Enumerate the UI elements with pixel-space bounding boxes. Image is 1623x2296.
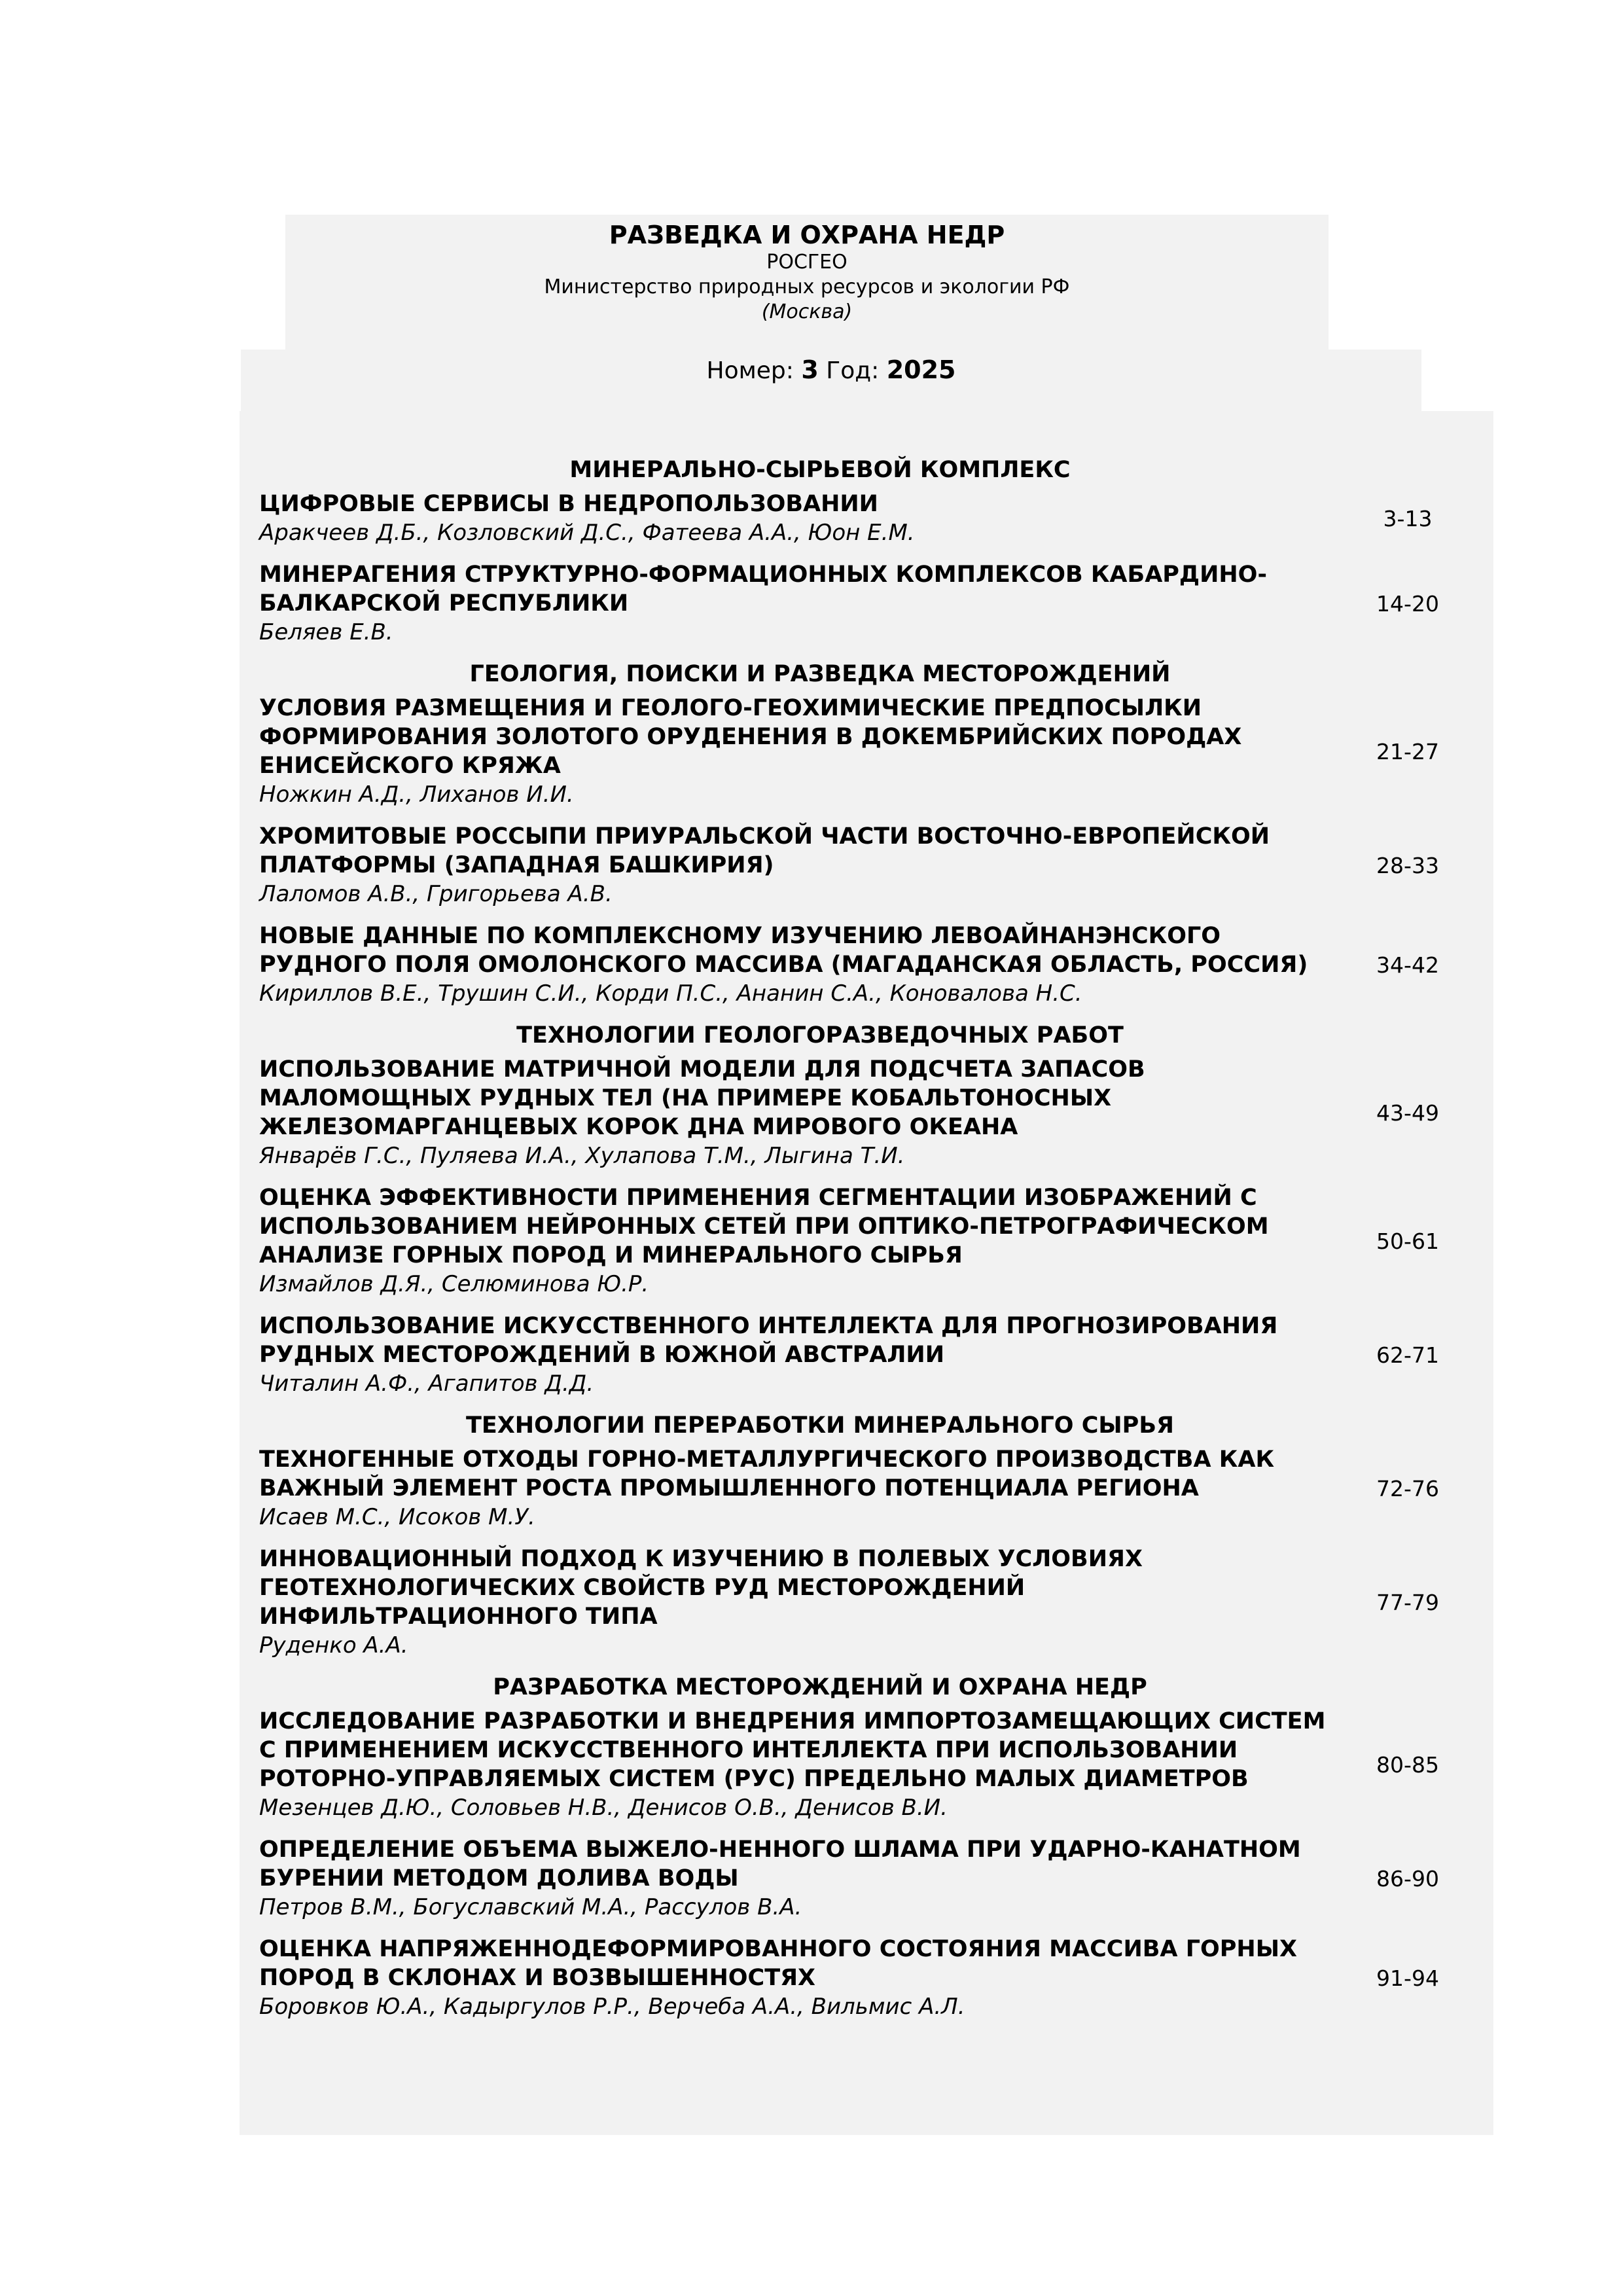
article-title[interactable]: НОВЫЕ ДАННЫЕ ПО КОМПЛЕКСНОМУ ИЗУЧЕНИЮ ЛЕВОАЙНАНЭНСКОГО РУДНОГО ПОЛЯ ОМОЛОНСКОГО МАССИВА (МАГАДАНСКАЯ ОБЛАСТЬ, РОССИЯ) — [259, 923, 1308, 978]
article-entry[interactable] — [259, 490, 1433, 547]
article-title[interactable]: ОЦЕНКА НАПРЯЖЕННОДЕФОРМИРОВАННОГО СОСТОЯНИЯ МАССИВА ГОРНЫХ ПОРОД В СКЛОНАХ И ВОЗВЫШЕННОСТЯХ — [259, 1936, 1297, 1991]
article-title[interactable]: МИНЕРАГЕНИЯ СТРУКТУРНО-ФОРМАЦИОННЫХ КОМПЛЕКСОВ КАБАРДИНО-БАЛКАРСКОЙ РЕСПУБЛИКИ — [259, 562, 1267, 617]
article-title[interactable]: УСЛОВИЯ РАЗМЕЩЕНИЯ И ГЕОЛОГО-ГЕОХИМИЧЕСКИЕ ПРЕДПОСЫЛКИ ФОРМИРОВАНИЯ ЗОЛОТОГО ОРУДЕНЕНИЯ В ДОКЕМБРИЙСКИХ ПОРОДАХ ЕНИСЕЙСКОГО КРЯЖА — [259, 695, 1242, 779]
article-entry[interactable] — [259, 922, 1439, 1008]
article-pages: 50-61 — [1376, 1228, 1439, 1254]
article-title[interactable]: ИССЛЕДОВАНИЕ РАЗРАБОТКИ И ВНЕДРЕНИЯ ИМПОРТОЗАМЕЩАЮЩИХ СИСТЕМ С ПРИМЕНЕНИЕМ ИСКУССТВЕННОГО ИНТЕЛЛЕКТА ПРИ ИСПОЛЬЗОВАНИИ РОТОРНО-УПРАВЛЯЕМЫХ СИСТЕМ (РУС) ПРЕДЕЛЬНО МАЛЫХ ДИАМЕТРОВ — [259, 1708, 1326, 1792]
section-heading: МИНЕРАЛЬНО-СЫРЬЕВОЙ КОМПЛЕКС — [569, 457, 1071, 483]
year-label: Год: — [826, 357, 880, 384]
article-authors: Беляев Е.В. — [259, 619, 393, 645]
city: (Москва) — [761, 300, 853, 323]
article-authors: Руденко А.А. — [259, 1632, 408, 1659]
article-authors: Аракчеев Д.Б., Козловский Д.С., Фатеева А.А., Юон Е.М. — [259, 520, 915, 546]
article-entry[interactable] — [259, 1545, 1439, 1660]
article-pages: 21-27 — [1376, 738, 1439, 764]
article-entry[interactable] — [259, 1835, 1439, 1922]
article-pages: 77-79 — [1376, 1589, 1439, 1615]
section-heading: ТЕХНОЛОГИИ ГЕОЛОГОРАЗВЕДОЧНЫХ РАБОТ — [516, 1022, 1124, 1049]
article-pages: 28-33 — [1376, 852, 1439, 878]
article-pages: 14-20 — [1376, 590, 1439, 617]
article-title[interactable]: ИСПОЛЬЗОВАНИЕ ИСКУССТВЕННОГО ИНТЕЛЛЕКТА ДЛЯ ПРОГНОЗИРОВАНИЯ РУДНЫХ МЕСТОРОЖДЕНИЙ В ЮЖНОЙ АВСТРАЛИИ — [259, 1313, 1278, 1368]
article-title[interactable]: ЦИФРОВЫЕ СЕРВИСЫ В НЕДРОПОЛЬЗОВАНИИ — [259, 491, 878, 517]
article-entry[interactable] — [259, 560, 1439, 647]
article-title[interactable]: ИННОВАЦИОННЫЙ ПОДХОД К ИЗУЧЕНИЮ В ПОЛЕВЫХ УСЛОВИЯХ ГЕОТЕХНОЛОГИЧЕСКИХ СВОЙСТВ РУД МЕСТОРОЖДЕНИЙ ИНФИЛЬТРАЦИОННОГО ТИПА — [259, 1546, 1143, 1630]
article-pages: 91-94 — [1376, 1965, 1439, 1991]
article-pages: 43-49 — [1376, 1100, 1439, 1126]
article-authors: Январёв Г.С., Пуляева И.А., Хулапова Т.М., Лыгина Т.И. — [259, 1143, 905, 1169]
article-authors: Читалин А.Ф., Агапитов Д.Д. — [259, 1371, 594, 1397]
article-pages: 3-13 — [1383, 505, 1433, 531]
journal-title: РАЗВЕДКА И ОХРАНА НЕДР — [609, 221, 1005, 249]
article-pages: 80-85 — [1376, 1751, 1439, 1778]
article-title[interactable]: ИСПОЛЬЗОВАНИЕ МАТРИЧНОЙ МОДЕЛИ ДЛЯ ПОДСЧЕТА ЗАПАСОВ МАЛОМОЩНЫХ РУДНЫХ ТЕЛ (НА ПРИМЕРЕ КОБАЛЬТОНОСНЫХ ЖЕЛЕЗОМАРГАНЦЕВЫХ КОРОК ДНА МИРОВОГО ОКЕАНА — [259, 1056, 1145, 1140]
ministry: Министерство природных ресурсов и экологии РФ — [544, 276, 1070, 298]
article-authors: Ножкин А.Д., Лиханов И.И. — [259, 781, 574, 808]
issue-number: 3 — [801, 355, 819, 384]
publisher: РОСГЕО — [766, 251, 847, 274]
section-heading: ГЕОЛОГИЯ, ПОИСКИ И РАЗВЕДКА МЕСТОРОЖДЕНИЙ — [469, 661, 1171, 687]
article-title[interactable]: ТЕХНОГЕННЫЕ ОТХОДЫ ГОРНО-МЕТАЛЛУРГИЧЕСКОГО ПРОИЗВОДСТВА КАК ВАЖНЫЙ ЭЛЕМЕНТ РОСТА ПРОМЫШЛЕННОГО ПОТЕНЦИАЛА РЕГИОНА — [259, 1446, 1275, 1501]
table-of-contents — [259, 456, 1439, 2034]
article-authors: Петров В.М., Богуславский М.А., Рассулов В.А. — [259, 1894, 802, 1920]
article-entry[interactable] — [259, 1312, 1439, 1398]
article-pages: 86-90 — [1376, 1865, 1439, 1892]
article-title[interactable]: ОЦЕНКА ЭФФЕКТИВНОСТИ ПРИМЕНЕНИЯ СЕГМЕНТАЦИИ ИЗОБРАЖЕНИЙ С ИСПОЛЬЗОВАНИЕМ НЕЙРОННЫХ СЕТЕЙ ПРИ ОПТИКО-ПЕТРОГРАФИЧЕСКОМ АНАЛИЗЕ ГОРНЫХ ПОРОД И МИНЕРАЛЬНОГО СЫРЬЯ — [259, 1185, 1269, 1268]
article-entry[interactable] — [259, 1183, 1439, 1299]
year: 2025 — [886, 355, 956, 384]
article-entry[interactable] — [259, 1707, 1439, 1822]
article-title[interactable]: ОПРЕДЕЛЕНИЕ ОБЪЕМА ВЫЖЕЛО-НЕННОГО ШЛАМА ПРИ УДАРНО-КАНАТНОМ БУРЕНИИ МЕТОДОМ ДОЛИВА ВОДЫ — [259, 1837, 1301, 1892]
section-heading: ТЕХНОЛОГИИ ПЕРЕРАБОТКИ МИНЕРАЛЬНОГО СЫРЬЯ — [466, 1412, 1174, 1439]
issue-info — [241, 352, 1421, 389]
article-authors: Боровков Ю.А., Кадыргулов Р.Р., Верчеба А.А., Вильмис А.Л. — [259, 1994, 965, 2020]
article-entry[interactable] — [259, 1445, 1439, 1532]
article-entry[interactable] — [259, 1055, 1439, 1170]
article-authors: Измайлов Д.Я., Селюминова Ю.Р. — [259, 1271, 649, 1297]
article-authors: Лаломов А.В., Григорьева А.В. — [259, 881, 613, 907]
article-entry[interactable] — [259, 822, 1439, 908]
article-entry[interactable] — [259, 1935, 1439, 2021]
journal-header — [285, 215, 1329, 325]
article-authors: Кириллов В.Е., Трушин С.И., Корди П.С., Ананин С.А., Коновалова Н.С. — [259, 980, 1082, 1007]
issue-label: Номер: — [706, 357, 794, 384]
article-pages: 62-71 — [1376, 1342, 1439, 1368]
article-pages: 72-76 — [1376, 1475, 1439, 1501]
article-authors: Исаев М.С., Исоков М.У. — [259, 1504, 535, 1530]
article-entry[interactable] — [259, 694, 1439, 809]
article-authors: Мезенцев Д.Ю., Соловьев Н.В., Денисов О.В., Денисов В.И. — [259, 1795, 948, 1821]
article-pages: 34-42 — [1376, 952, 1439, 978]
article-title[interactable]: ХРОМИТОВЫЕ РОССЫПИ ПРИУРАЛЬСКОЙ ЧАСТИ ВОСТОЧНО-ЕВРОПЕЙСКОЙ ПЛАТФОРМЫ (ЗАПАДНАЯ БАШКИРИЯ) — [259, 823, 1270, 878]
section-heading: РАЗРАБОТКА МЕСТОРОЖДЕНИЙ И ОХРАНА НЕДР — [493, 1674, 1147, 1700]
